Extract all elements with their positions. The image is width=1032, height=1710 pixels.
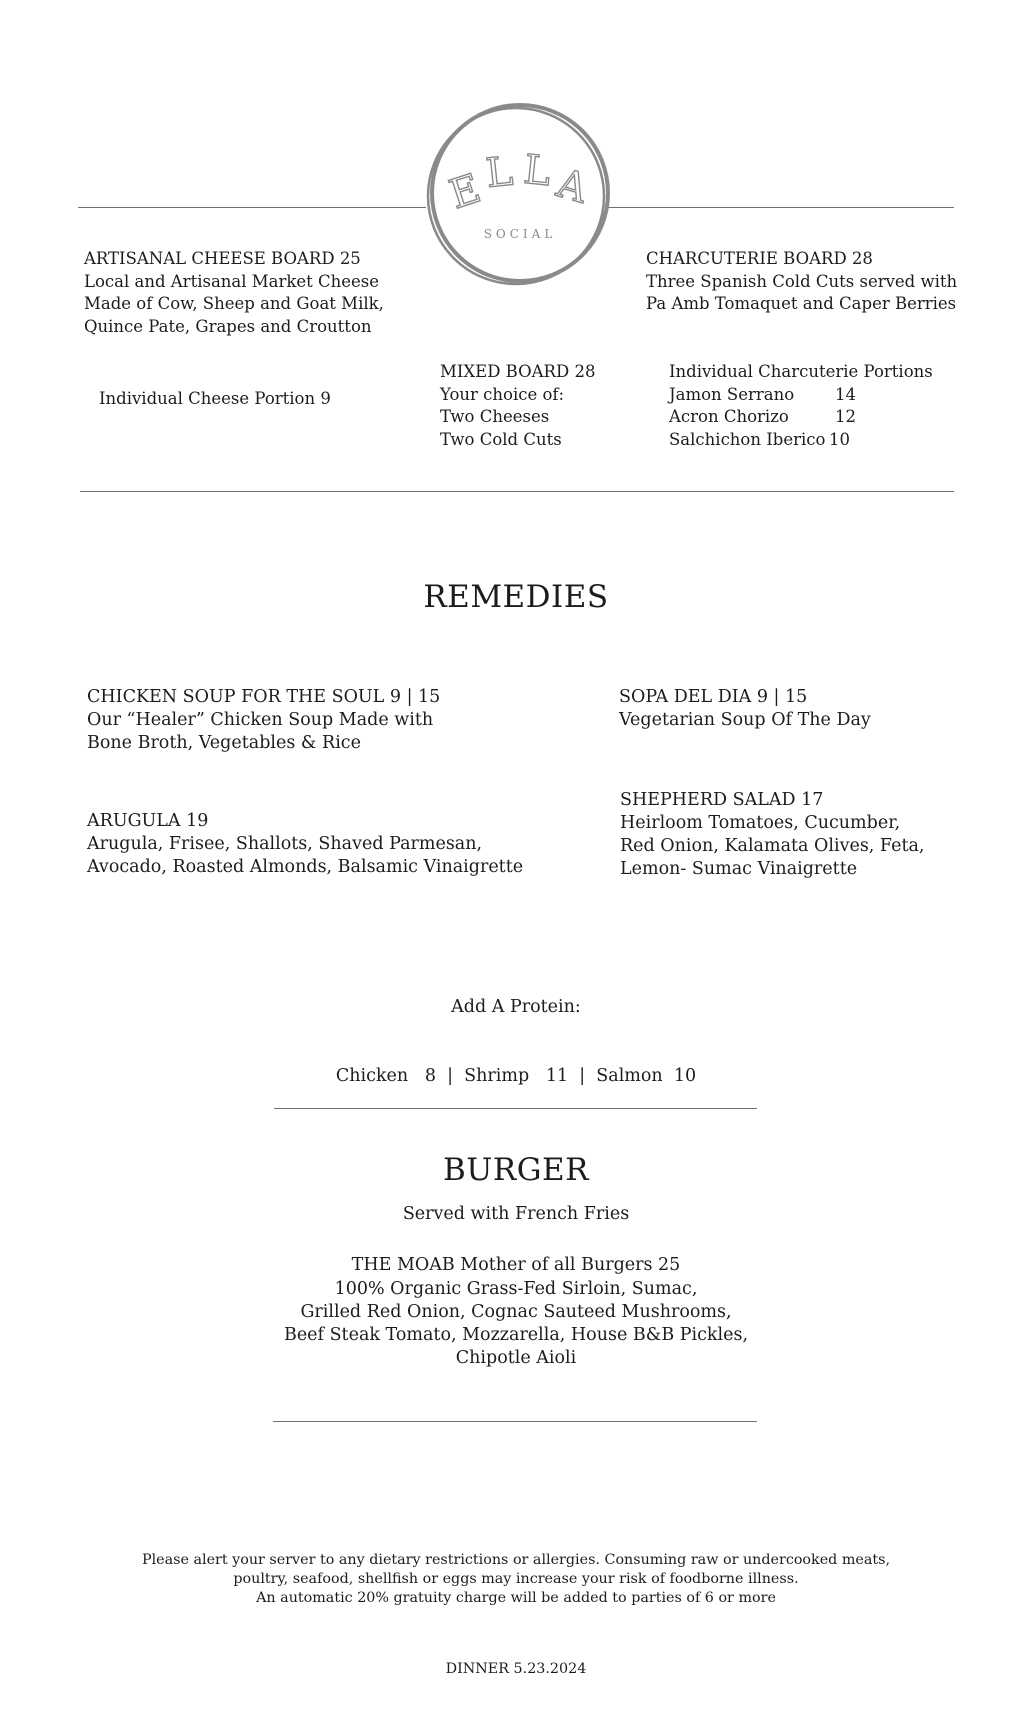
cheese-portion: Individual Cheese Portion 9 <box>99 389 331 408</box>
burger-heading: BURGER <box>443 1152 589 1188</box>
boards-divider <box>80 491 954 492</box>
burger-line: Chipotle Aioli <box>455 1348 577 1368</box>
remedy-line: Avocado, Roasted Almonds, Balsamic Vinaigrette <box>87 857 524 877</box>
remedy-line: Arugula, Frisee, Shallots, Shaved Parmesan, <box>87 834 483 854</box>
mixed-board-title: MIXED BOARD 28 <box>440 362 596 381</box>
ella-social-logo <box>420 100 616 290</box>
cheese-board-line: Quince Pate, Grapes and Croutton <box>84 316 372 336</box>
portion-price: 12 <box>835 407 856 426</box>
remedy-title: SHEPHERD SALAD 17 <box>620 790 824 810</box>
charcuterie-portions-title: Individual Charcuterie Portions <box>669 362 933 381</box>
portion-price: 10 <box>829 429 850 449</box>
notice-line: An automatic 20% gratuity charge will be added to parties of 6 or more <box>256 1590 776 1606</box>
burger-top-divider <box>274 1108 757 1109</box>
cheese-board-line: Made of Cow, Sheep and Goat Milk, <box>84 294 384 313</box>
menu-date: DINNER 5.23.2024 <box>445 1661 587 1677</box>
burger-bottom-divider <box>273 1421 757 1422</box>
remedy-title: CHICKEN SOUP FOR THE SOUL 9 | 15 <box>87 687 441 707</box>
remedy-line: Red Onion, Kalamata Olives, Feta, <box>620 836 925 856</box>
burger-item-moab <box>0 1254 1032 1370</box>
charcuterie-portion-item <box>669 384 933 407</box>
mixed-board-line: Your choice of: <box>440 384 565 404</box>
charcuterie-portions <box>669 361 933 451</box>
mixed-board-line: Two Cheeses <box>440 407 550 426</box>
burger-title: THE MOAB Mother of all Burgers 25 <box>351 1255 681 1275</box>
remedies-heading: REMEDIES <box>423 579 609 615</box>
add-protein-title: Add A Protein: <box>451 997 581 1017</box>
notice-line: poultry, seafood, shellfish or eggs may increase your risk of foodborne illness. <box>233 1571 799 1587</box>
cheese-board <box>84 248 384 338</box>
burger-subtitle: Served with French Fries <box>402 1204 630 1224</box>
burger-line: 100% Organic Grass-Fed Sirloin, Sumac, <box>334 1279 698 1299</box>
charcuterie-portion-item <box>669 406 933 429</box>
remedy-item-shepherd-salad <box>620 789 925 881</box>
charcuterie-board-title: CHARCUTERIE BOARD 28 <box>646 249 873 268</box>
top-divider-right <box>608 207 954 208</box>
mixed-board-line: Two Cold Cuts <box>440 429 562 449</box>
charcuterie-board <box>646 248 957 316</box>
top-divider-left <box>78 207 426 208</box>
remedy-line: Our “Healer” Chicken Soup Made with <box>87 710 434 730</box>
add-protein-options: Chicken 8 | Shrimp 11 | Salmon 10 <box>335 1066 697 1086</box>
portion-name: Salchichon Iberico <box>669 429 826 449</box>
remedy-title: SOPA DEL DIA 9 | 15 <box>619 687 808 707</box>
burger-line: Beef Steak Tomato, Mozzarella, House B&B Pickles, <box>283 1325 749 1345</box>
logo-letter: L <box>483 148 515 198</box>
add-protein <box>0 950 1032 1111</box>
remedy-line: Heirloom Tomatoes, Cucumber, <box>620 813 901 833</box>
portion-name: Jamon Serrano <box>669 384 795 404</box>
logo-tagline: SOCIAL <box>483 227 557 241</box>
remedy-line: Vegetarian Soup Of The Day <box>619 710 871 730</box>
logo-letter: A <box>552 160 593 213</box>
mixed-board <box>440 361 595 451</box>
cheese-board-title: ARTISANAL CHEESE BOARD 25 <box>84 249 361 268</box>
remedy-line: Bone Broth, Vegetables & Rice <box>87 733 361 753</box>
charcuterie-board-line: Pa Amb Tomaquet and Caper Berries <box>646 294 957 313</box>
remedy-item-arugula <box>87 810 523 879</box>
remedy-item-chicken-soup <box>87 686 440 755</box>
portion-name: Acron Chorizo <box>669 407 789 426</box>
remedy-line: Lemon- Sumac Vinaigrette <box>620 859 858 879</box>
charcuterie-board-line: Three Spanish Cold Cuts served with <box>646 271 958 291</box>
notice-line: Please alert your server to any dietary restrictions or allergies. Consuming raw or undercooked meats, <box>141 1552 891 1568</box>
remedy-title: ARUGULA 19 <box>87 811 209 831</box>
portion-price: 14 <box>835 384 856 404</box>
cheese-board-line: Local and Artisanal Market Cheese <box>84 271 380 291</box>
remedy-item-sopa <box>619 686 871 732</box>
logo-letter: E <box>444 165 487 219</box>
logo-letter: L <box>521 146 553 196</box>
allergy-notice <box>0 1551 1032 1608</box>
charcuterie-portion-item <box>669 429 933 452</box>
burger-line: Grilled Red Onion, Cognac Sauteed Mushrooms, <box>300 1302 732 1322</box>
